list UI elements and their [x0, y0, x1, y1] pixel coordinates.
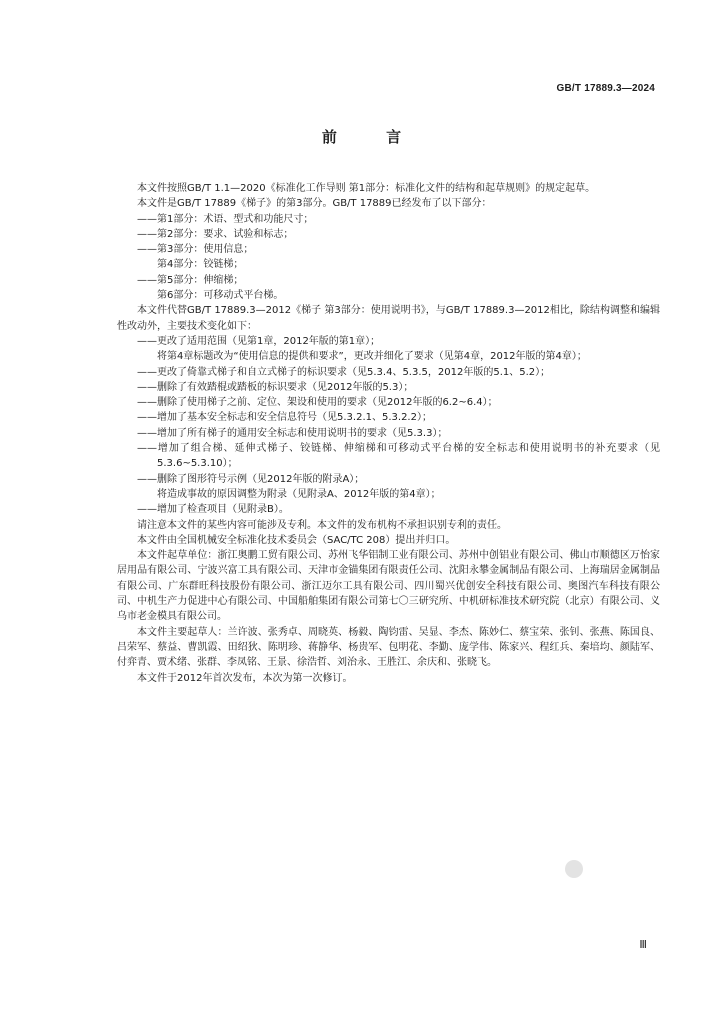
standard-number: GB/T 17889.3—2024 [556, 83, 655, 94]
change-list-item: ——删除了使用梯子之前、定位、架设和使用的要求（见2012年版的6.2~6.4）； [137, 397, 498, 409]
change-list-item: ——删除了有效踏棍或踏板的标识要求（见2012年版的5.3）； [137, 381, 414, 393]
change-list-item: 将造成事故的原因调整为附录（见附录A、2012年版的第4章）； [157, 488, 441, 500]
part-list-item: ——第2部分：要求、试验和标志； [137, 228, 294, 240]
change-list-item: 将第4章标题改为“使用信息的提供和要求”，更改并细化了要求（见第4章，2012年版的第4章）； [157, 351, 587, 363]
history-paragraph: 本文件于2012年首次发布，本次为第一次修订。 [137, 672, 353, 684]
drafters-paragraph: 本文件主要起草人：兰许波、张秀卓、周晓英、杨毅、陶钧雷、吴显、李杰、陈妙仁、蔡宝荣、张钊、张燕、陈国良、吕荣军、蔡益、曹凯霞、田绍狄、陈明珍、蒋静华、杨贵军、包明花、李勤、庞学伟、陈家兴、程红兵、秦培均、颜陆军、付弈青、贾术绪、张群、李凤铭、王景、徐浩哲、刘治永、王胜江、余庆和、张晓飞。 [117, 626, 660, 669]
page-number: Ⅲ [639, 939, 647, 951]
part-list-item: ——第3部分：使用信息； [137, 244, 254, 256]
change-list-item: ——增加了所有梯子的通用安全标志和使用说明书的要求（见5.3.3）； [137, 427, 448, 439]
replacement-paragraph: 本文件代替GB/T 17889.3—2012《梯子 第3部分：使用说明书》，与GB/T 17889.3—2012相比，除结构调整和编辑性改动外，主要技术变化如下： [117, 305, 660, 332]
watermark-logo [565, 860, 583, 878]
part-list-item: ——第1部分：术语、型式和功能尺寸； [137, 213, 314, 225]
drafting-units-paragraph: 本文件起草单位：浙江奥鹏工贸有限公司、苏州飞华铝制工业有限公司、苏州中创铝业有限公司、佛山市顺德区万怡家居用品有限公司、宁波兴富工具有限公司、天津市金锚集团有限责任公司、沈阳永攀金属制品有限公司、上海瑞居金属制品有限公司、广东群旺科技股份有限公司、浙江迈尔工具有限公司、四川蜀兴优创安全科技有限公司、奥图汽车科技有限公司、中机生产力促进中心有限公司、中国船舶集团有限公司第七〇三研究所、中机研标准技术研究院（北京）有限公司、义乌市老金模具有限公司。 [117, 550, 660, 623]
part-list-item: 第4部分：铰链梯； [157, 259, 244, 271]
change-list-item: ——增加了组合梯、延伸式梯子、铰链梯、伸缩梯和可移动式平台梯的安全标志和使用说明书的补充要求（见5.3.6~5.3.10）； [137, 443, 660, 470]
change-list-item: ——更改了倚靠式梯子和自立式梯子的标识要求（见5.3.4、5.3.5，2012年版的5.1、5.2）； [137, 366, 551, 378]
change-list-item: ——增加了基本安全标志和安全信息符号（见5.3.2.1、5.3.2.2）； [137, 412, 432, 424]
drafting-rule-paragraph: 本文件按照GB/T 1.1—2020《标准化工作导则 第1部分：标准化文件的结构和起草规则》的规定起草。 [137, 183, 596, 194]
foreword-body [117, 181, 660, 686]
patent-notice-paragraph: 请注意本文件的某些内容可能涉及专利。本文件的发布机构不承担识别专利的责任。 [137, 519, 507, 531]
committee-paragraph: 本文件由全国机械安全标准化技术委员会（SAC/TC 208）提出并归口。 [137, 534, 456, 546]
part-list-item: 第6部分：可移动式平台梯。 [157, 290, 284, 302]
part-list-item: ——第5部分：伸缩梯； [137, 274, 244, 286]
change-list-item: ——增加了检查项目（见附录B）。 [137, 504, 289, 516]
change-list-item: ——更改了适用范围（见第1章，2012年版的第1章）； [137, 335, 381, 347]
page-title: 前 言 [321, 128, 424, 146]
series-intro-paragraph: 本文件是GB/T 17889《梯子》的第3部分。GB/T 17889已经发布了以下部分： [137, 198, 492, 210]
change-list-item: ——删除了图形符号示例（见2012年版的附录A）； [137, 473, 365, 485]
